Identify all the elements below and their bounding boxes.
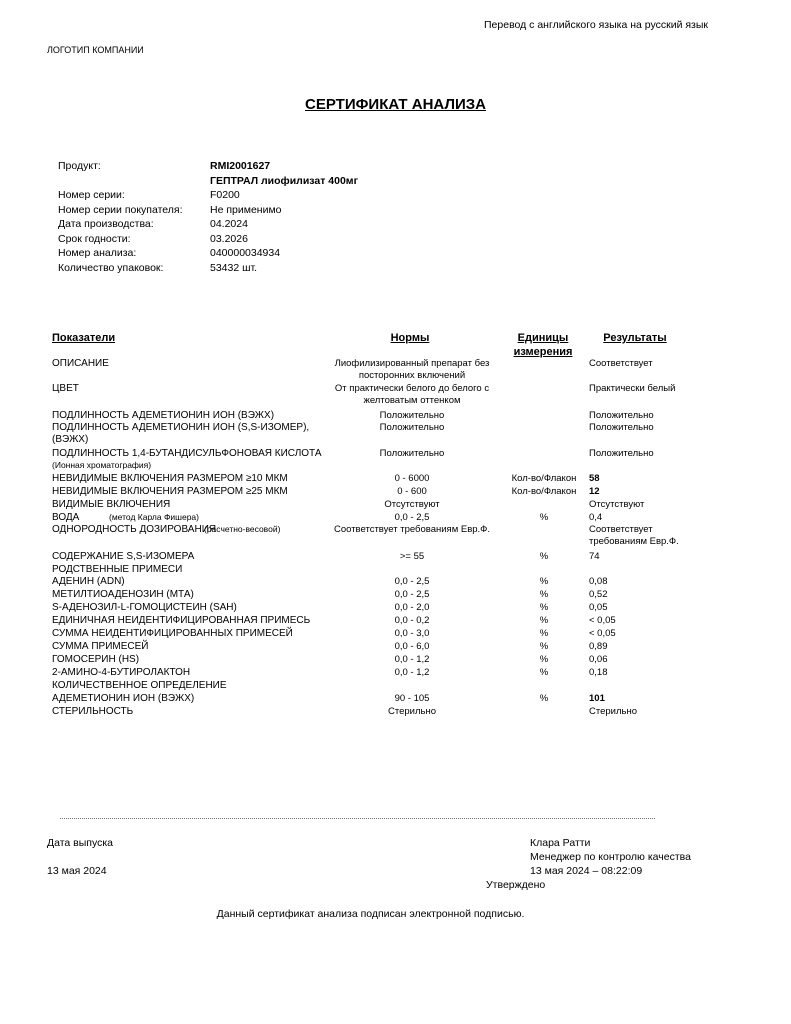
norm-cell: Положительно (379, 448, 445, 459)
result-cell: 74 (589, 551, 600, 562)
parameter-cell: ОДНОРОДНОСТЬ ДОЗИРОВАНИЯ (52, 524, 217, 535)
norm-cell: 0,0 - 3,0 (394, 628, 430, 639)
parameter-cell: 2-АМИНО-4-БУТИРОЛАКТОН (52, 667, 191, 678)
result-cell: Соответствует требованиям Евр.Ф. (589, 524, 679, 547)
result-cell: 0,08 (589, 576, 608, 587)
parameter-cell: ОПИСАНИЕ (52, 358, 109, 369)
result-cell: 58 (589, 473, 600, 484)
norm-cell: 0,0 - 2,5 (394, 589, 430, 600)
parameter-cell: СОДЕРЖАНИЕ S,S-ИЗОМЕРА (52, 551, 195, 562)
norm-cell: Лиофилизированный препарат без посторонних включений (334, 358, 490, 381)
column-header-norm: Нормы (390, 332, 430, 344)
unit-cell: % (539, 654, 549, 665)
norm-cell: 0,0 - 2,5 (394, 512, 430, 523)
norm-cell: 0 - 600 (397, 486, 427, 497)
column-header-parameter: Показатели (52, 332, 116, 344)
info-label: Номер серии: (58, 189, 125, 201)
unit-cell: % (539, 628, 549, 639)
parameter-cell: СТЕРИЛЬНОСТЬ (52, 706, 134, 717)
norm-cell: 0,0 - 1,2 (394, 667, 430, 678)
parameter-cell: ПОДЛИННОСТЬ АДЕМЕТИОНИН ИОН (ВЭЖХ) (52, 410, 275, 421)
unit-cell: % (539, 589, 549, 600)
info-label: Номер серии покупателя: (58, 203, 183, 216)
result-cell: < 0,05 (589, 628, 616, 639)
info-value: 04.2024 (210, 218, 248, 230)
norm-cell: От практически белого до белого с желтоватым оттенком (334, 383, 490, 406)
norm-cell: Положительно (379, 410, 445, 421)
unit-cell: % (539, 551, 549, 562)
unit-cell: % (539, 576, 549, 587)
parameter-cell: АДЕНИН (ADN) (52, 576, 125, 587)
result-cell: 0,06 (589, 654, 608, 665)
approved-label: Утверждено (486, 879, 546, 891)
parameter-cell: СУММА НЕИДЕНТИФИЦИРОВАННЫХ ПРИМЕСЕЙ (52, 628, 293, 639)
parameter-cell: ЕДИНИЧНАЯ НЕИДЕНТИФИЦИРОВАННАЯ ПРИМЕСЬ (52, 615, 311, 626)
parameter-cell: ВИДИМЫЕ ВКЛЮЧЕНИЯ (52, 499, 171, 510)
parameter-cell: КОЛИЧЕСТВЕННОЕ ОПРЕДЕЛЕНИЕ (52, 680, 227, 691)
parameter-cell: ЦВЕТ (52, 383, 79, 394)
signature-timestamp: 13 мая 2024 – 08:22:09 (530, 865, 643, 877)
parameter-note: (расчетно-весовой) (204, 524, 281, 534)
product-name: ГЕПТРАЛ лиофилизат 400мг (210, 174, 358, 187)
result-cell: 0,52 (589, 589, 608, 600)
info-label: Количество упаковок: (58, 261, 164, 274)
info-value: 040000034934 (210, 247, 281, 259)
info-value: 03.2026 (210, 232, 248, 245)
info-label: Продукт: (58, 160, 101, 172)
parameter-cell: СУММА ПРИМЕСЕЙ (52, 641, 149, 652)
norm-cell: Стерильно (387, 706, 436, 717)
unit-cell: % (539, 693, 549, 704)
divider (60, 818, 655, 819)
parameter-cell: S-АДЕНОЗИЛ-L-ГОМОЦИСТЕИН (SAH) (52, 602, 237, 613)
parameter-cell: РОДСТВЕННЫЕ ПРИМЕСИ (52, 564, 183, 575)
norm-cell: Отсутствуют (384, 499, 440, 510)
result-cell: 0,18 (589, 667, 608, 678)
parameter-note: (метод Карла Фишера) (109, 512, 199, 522)
info-value: Не применимо (210, 203, 282, 216)
result-cell: 0,89 (589, 641, 608, 652)
parameter-cell: НЕВИДИМЫЕ ВКЛЮЧЕНИЯ РАЗМЕРОМ ≥25 МКМ (52, 486, 288, 497)
info-row-product-name (58, 175, 458, 190)
parameter-cell: ПОДЛИННОСТЬ АДЕМЕТИОНИН ИОН (S,S-ИЗОМЕР), (ВЭЖХ) (52, 422, 310, 445)
parameter-note: (Ионная хроматография) (52, 460, 152, 470)
parameter-cell: ВОДА (52, 512, 80, 523)
result-cell: Практически белый (589, 383, 676, 394)
signer-role: Менеджер по контролю качества (530, 851, 691, 863)
norm-cell: Соответствует требованиям Евр.Ф. (333, 524, 491, 535)
norm-cell: 0 - 6000 (394, 473, 430, 484)
info-label: Номер анализа: (58, 247, 137, 259)
parameter-cell: ПОДЛИННОСТЬ 1,4-БУТАНДИСУЛЬФОНОВАЯ КИСЛОТА (52, 448, 322, 459)
info-row-batch (58, 189, 458, 204)
parameter-cell: ГОМОСЕРИН (HS) (52, 654, 140, 665)
info-value: 53432 шт. (210, 261, 258, 274)
info-row-analysis-number (58, 247, 458, 262)
unit-cell: % (539, 615, 549, 626)
unit-cell: Кол-во/Флакон (511, 486, 577, 497)
issue-date-label: Дата выпуска (47, 837, 114, 849)
unit-cell: % (539, 602, 549, 613)
result-cell: Положительно (589, 410, 654, 421)
info-value: F0200 (210, 189, 240, 201)
result-cell: < 0,05 (589, 615, 616, 626)
norm-cell: 0,0 - 2,5 (394, 576, 430, 587)
result-cell: Соответствует (589, 358, 653, 369)
company-logo-placeholder: ЛОГОТИП КОМПАНИИ (47, 45, 144, 55)
unit-cell: % (539, 512, 549, 523)
result-cell: 12 (589, 486, 600, 497)
signer-name: Клара Ратти (530, 837, 591, 849)
result-cell: 101 (589, 693, 605, 704)
info-label: Дата производства: (58, 218, 154, 230)
result-cell: Положительно (589, 422, 654, 433)
issue-date: 13 мая 2024 (47, 865, 107, 877)
norm-cell: 0,0 - 0,2 (394, 615, 430, 626)
parameter-cell: АДЕМЕТИОНИН ИОН (ВЭЖХ) (52, 693, 195, 704)
unit-cell: % (539, 667, 549, 678)
result-cell: 0,4 (589, 512, 603, 523)
norm-cell: Положительно (379, 422, 445, 433)
product-code: RMI2001627 (210, 160, 271, 172)
info-row-expiry (58, 233, 458, 248)
product-info (58, 160, 458, 276)
info-row-product (58, 160, 458, 175)
unit-cell: % (539, 641, 549, 652)
norm-cell: 90 - 105 (394, 693, 430, 704)
column-header-unit: Единицы измерения (513, 332, 573, 358)
info-row-manufacture-date (58, 218, 458, 233)
info-row-customer-batch (58, 204, 458, 219)
column-header-result: Результаты (603, 332, 667, 344)
translation-note: Перевод с английского языка на русский язык (484, 19, 709, 31)
result-cell: Положительно (589, 448, 654, 459)
unit-cell: Кол-во/Флакон (511, 473, 577, 484)
result-cell: Стерильно (589, 706, 638, 717)
result-cell: 0,05 (589, 602, 608, 613)
norm-cell: 0,0 - 1,2 (394, 654, 430, 665)
result-cell: Отсутствуют (589, 499, 645, 510)
norm-cell: >= 55 (399, 551, 425, 562)
norm-cell: 0,0 - 6,0 (394, 641, 430, 652)
parameter-cell: НЕВИДИМЫЕ ВКЛЮЧЕНИЯ РАЗМЕРОМ ≥10 МКМ (52, 473, 288, 484)
parameter-cell: МЕТИЛТИОАДЕНОЗИН (МТА) (52, 589, 194, 600)
electronic-signature-note: Данный сертификат анализа подписан электронной подписью. (216, 908, 525, 920)
norm-cell: 0,0 - 2,0 (394, 602, 430, 613)
info-label: Срок годности: (58, 232, 131, 245)
document-title: СЕРТИФИКАТ АНАЛИЗА (305, 96, 486, 113)
info-row-package-count (58, 262, 458, 277)
